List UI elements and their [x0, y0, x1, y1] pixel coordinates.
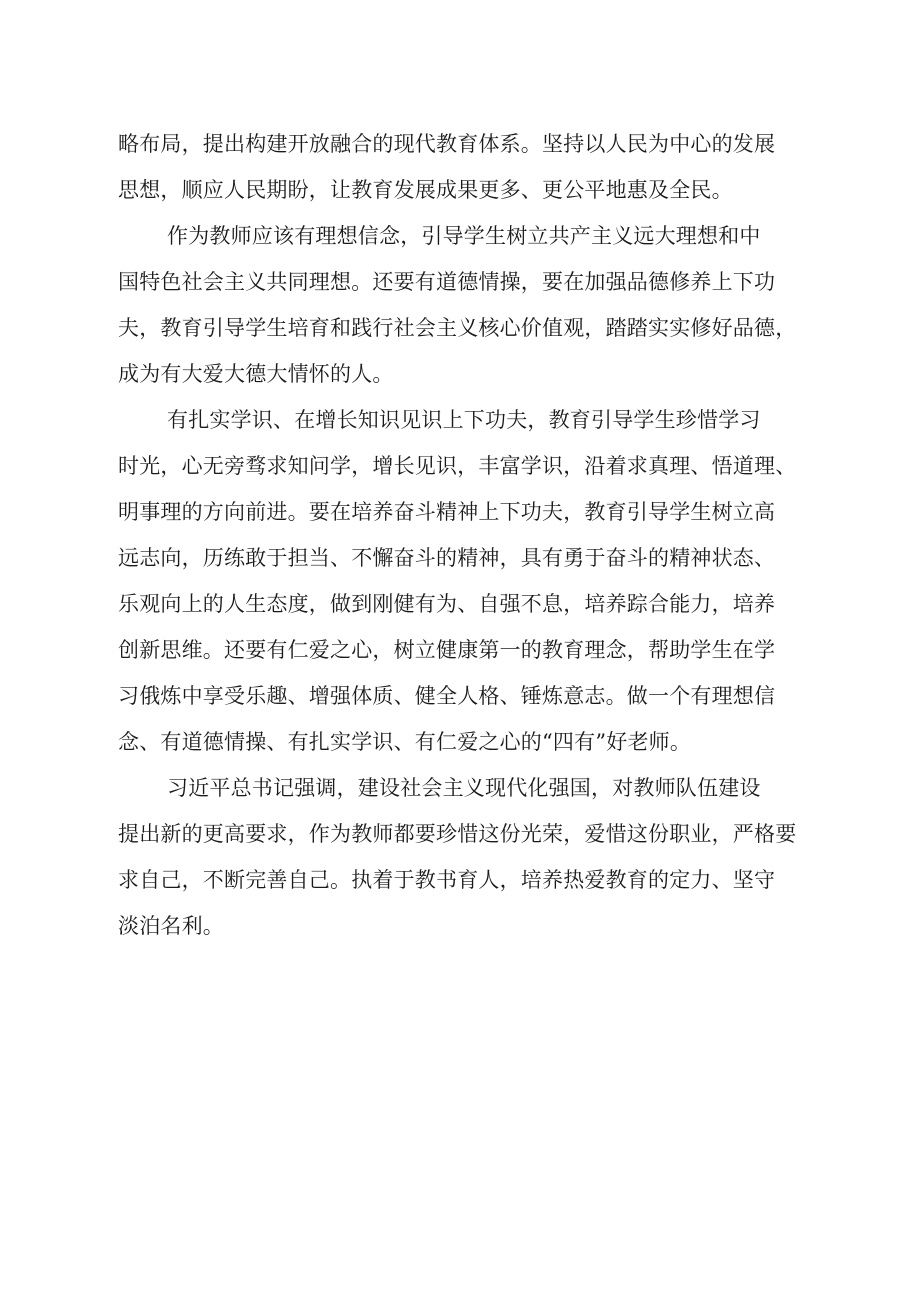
text-line: 念、有道德情操、有扎实学识、有仁爱之心的“四有”好老师。 — [118, 730, 692, 754]
text-line: 有扎实学识、在增长知识见识上下功夫，教育引导学生珍惜学习 — [167, 408, 761, 432]
paragraph — [118, 121, 858, 213]
text-line: 求自己，不断完善自己。执着于教书育人，培养热爱教育的定力、坚守 — [118, 868, 776, 892]
text-line: 乐观向上的人生态度，做到刚健有为、自强不息，培养踪合能力，培养 — [118, 592, 776, 616]
text-line: 远志向，历练敢于担当、不懈奋斗的精神，具有勇于奋斗的精神状态、 — [118, 546, 776, 570]
text-line: 夫，教育引导学生培育和践行社会主义核心价值观，踏踏实实修好品德， — [118, 316, 797, 340]
text-line: 成为有大爱大德大情怀的人。 — [118, 362, 394, 386]
text-line: 时光，心无旁骛求知问学，增长见识，丰富学识，沿着求真理、悟道理、 — [118, 454, 797, 478]
text-line: 国特色社会主义共同理想。还要有道德情操，要在加强品德修养上下功 — [118, 270, 776, 294]
paragraph — [118, 397, 858, 765]
text-line: 思想，顺应人民期盼，让教育发展成果更多、更公平地惠及全民。 — [118, 178, 733, 202]
paragraph — [118, 213, 858, 397]
paragraph — [118, 765, 858, 949]
text-line: 明事理的方向前进。要在培养奋斗精神上下功夫，教育引导学生树立高 — [118, 500, 776, 524]
text-line: 习近平总书记强调，建设社会主义现代化强国，对教师队伍建设 — [167, 776, 761, 800]
text-line: 习俄炼中享受乐趣、增强体质、健全人格、锤炼意志。做一个有理想信 — [118, 684, 776, 708]
text-line: 创新思维。还要有仁爱之心，树立健康第一的教育理念，帮助学生在学 — [118, 638, 776, 662]
text-line: 作为教师应该有理想信念，引导学生树立共产主义远大理想和中 — [167, 224, 761, 248]
text-line: 提出新的更高要求，作为教师都要珍惜这份光荣，爱惜这份职业，严格要 — [118, 822, 797, 846]
text-line: 略布局，提出构建开放融合的现代教育体系。坚持以人民为中心的发展 — [118, 132, 776, 156]
document-body — [118, 121, 858, 949]
text-line: 淡泊名利。 — [118, 914, 224, 938]
